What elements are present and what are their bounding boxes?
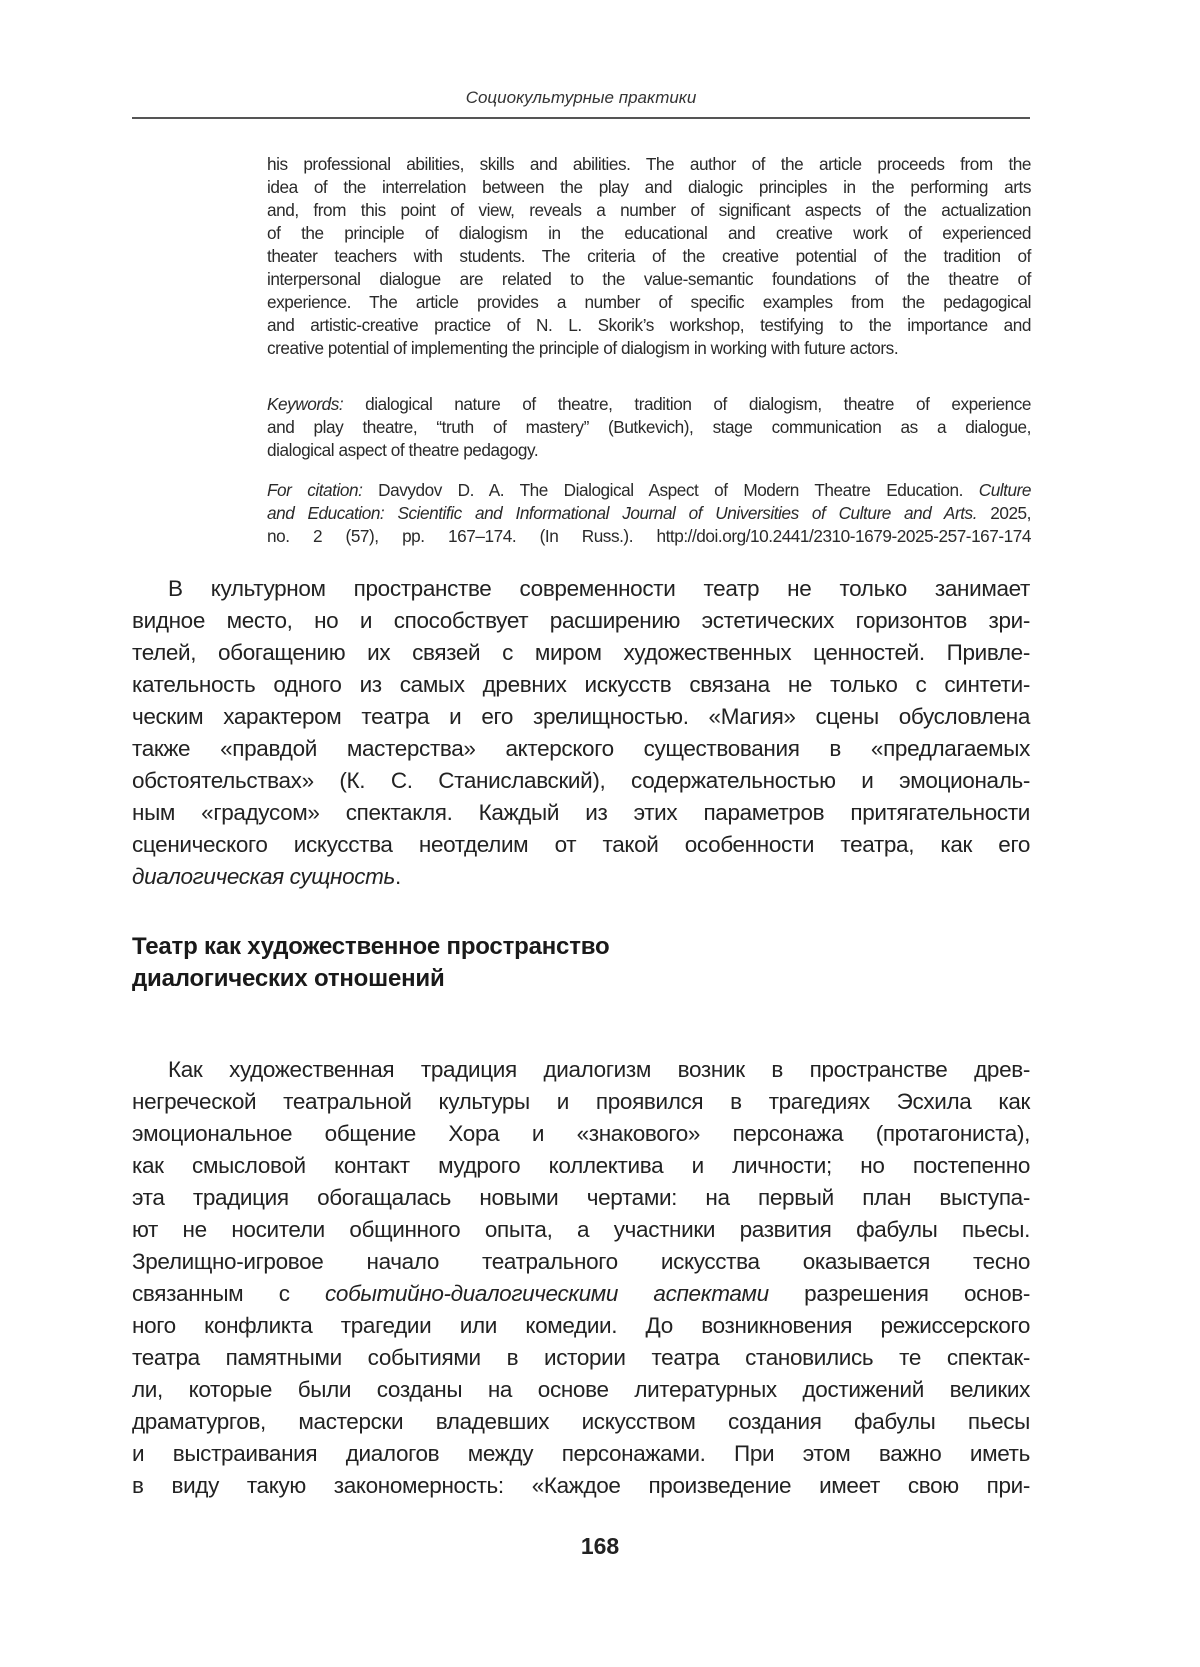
- abstract-line: experience. The article provides a number of specific examples from the pedagogical: [267, 292, 1031, 312]
- paragraph-line: видное место, но и способствует расширению эстетических горизонтов зри-: [132, 608, 1030, 633]
- header-rule: [132, 117, 1030, 119]
- emphasis-text: событийно-диалогическими аспектами: [325, 1281, 769, 1306]
- paragraph-line: обстоятельствах» (К. С. Станиславский), содержательностью и эмоциональ-: [132, 768, 1030, 793]
- citation-line: [267, 502, 1031, 525]
- abstract-line: theater teachers with students. The criteria of the creative potential of the tradition of: [267, 246, 1031, 266]
- paragraph-line: [132, 861, 1030, 893]
- paragraph-text: .: [395, 864, 401, 889]
- paragraph-line: ным «градусом» спектакля. Каждый из этих параметров притягательности: [132, 800, 1030, 825]
- abstract-line: of the principle of dialogism in the educational and creative work of experienced: [267, 223, 1031, 243]
- page-number: 168: [580, 1533, 620, 1559]
- paragraph-line: ют не носители общинного опыта, а участники развития фабулы пьесы.: [132, 1217, 1030, 1242]
- citation-line: [267, 479, 1031, 502]
- section-heading-line-1: Театр как художественное пространство: [132, 933, 610, 960]
- paragraph-line: драматургов, мастерски владевших искусством создания фабулы пьесы: [132, 1409, 1030, 1434]
- keywords-text: dialogical nature of theatre, tradition of dialogism, theatre of experience: [343, 394, 1031, 414]
- citation-doi-line[interactable]: no. 2 (57), pp. 167–174. (In Russ.). http://doi.org/10.2441/2310-1679-2025-257-167-174: [267, 526, 1031, 546]
- paragraph-line: эмоциональное общение Хора и «знакового» персонажа (протагониста),: [132, 1121, 1030, 1146]
- paragraph-line: [132, 1278, 1030, 1310]
- paragraph-line: ли, которые были созданы на основе литературных достижений великих: [132, 1377, 1030, 1402]
- paragraph-line: Как художественная традиция диалогизм возник в пространстве древ-: [168, 1057, 1030, 1082]
- citation-text: Davydov D. A. The Dialogical Aspect of Modern Theatre Education.: [362, 480, 979, 500]
- abstract-line: interpersonal dialogue are related to the value-semantic foundations of the theatre of: [267, 269, 1031, 289]
- abstract-line: idea of the interrelation between the play and dialogic principles in the performing arts: [267, 177, 1031, 197]
- paragraph-line: телей, обогащению их связей с миром художественных ценностей. Привле-: [132, 640, 1030, 665]
- paragraph-line: кательность одного из самых древних искусств связана не только с синтети-: [132, 672, 1030, 697]
- paragraph-line: Зрелищно-игровое начало театрального искусства оказывается тесно: [132, 1249, 1030, 1274]
- paragraph-line: ного конфликта трагедии или комедии. До возникновения режиссерского: [132, 1313, 1030, 1338]
- citation-journal: Culture: [978, 480, 1031, 500]
- paragraph-line: ческим характером театра и его зрелищностью. «Магия» сцены обусловлена: [132, 704, 1030, 729]
- section-heading-line-2: диалогических отношений: [132, 965, 445, 992]
- keywords-line: [267, 393, 1031, 416]
- emphasis-text: диалогическая сущность: [132, 864, 396, 889]
- paragraph-line: театра памятными событиями в истории театра становились те спектак-: [132, 1345, 1030, 1370]
- citation-text: 2025,: [977, 503, 1031, 523]
- keywords-line: dialogical aspect of theatre pedagogy.: [267, 440, 539, 460]
- citation-label: For citation:: [267, 480, 363, 500]
- keywords-label: Keywords:: [267, 394, 344, 414]
- paragraph-line: также «правдой мастерства» актерского существования в «предлагаемых: [132, 736, 1030, 761]
- paragraph-line: негреческой театральной культуры и проявился в трагедиях Эсхила как: [132, 1089, 1030, 1114]
- paragraph-line: сценического искусства неотделим от такой особенности театра, как его: [132, 832, 1030, 857]
- paragraph-line: в виду такую закономерность: «Каждое произведение имеет свою при-: [132, 1473, 1030, 1498]
- paragraph-line: В культурном пространстве современности театр не только занимает: [168, 576, 1030, 601]
- paragraph-text: связанным с: [132, 1281, 326, 1306]
- running-head: Социокультурные практики: [465, 88, 697, 107]
- keywords-line: and play theatre, “truth of mastery” (Butkevich), stage communication as a dialogue,: [267, 417, 1031, 437]
- paragraph-line: как смысловой контакт мудрого коллектива и личности; но постепенно: [132, 1153, 1030, 1178]
- paragraph-text: разрешения основ-: [768, 1281, 1030, 1306]
- paragraph-line: и выстраивания диалогов между персонажами. При этом важно иметь: [132, 1441, 1030, 1466]
- abstract-line: and, from this point of view, reveals a number of significant aspects of the actualization: [267, 200, 1031, 220]
- abstract-line: his professional abilities, skills and abilities. The author of the article proceeds from the: [267, 154, 1031, 174]
- paragraph-line: эта традиция обогащалась новыми чертами: на первый план выступа-: [132, 1185, 1030, 1210]
- abstract-line: creative potential of implementing the principle of dialogism in working with future actors.: [267, 338, 899, 358]
- abstract-line: and artistic-creative practice of N. L. Skorik’s workshop, testifying to the importance and: [267, 315, 1031, 335]
- citation-journal: and Education: Scientific and Informational Journal of Universities of Culture and Arts.: [267, 503, 978, 523]
